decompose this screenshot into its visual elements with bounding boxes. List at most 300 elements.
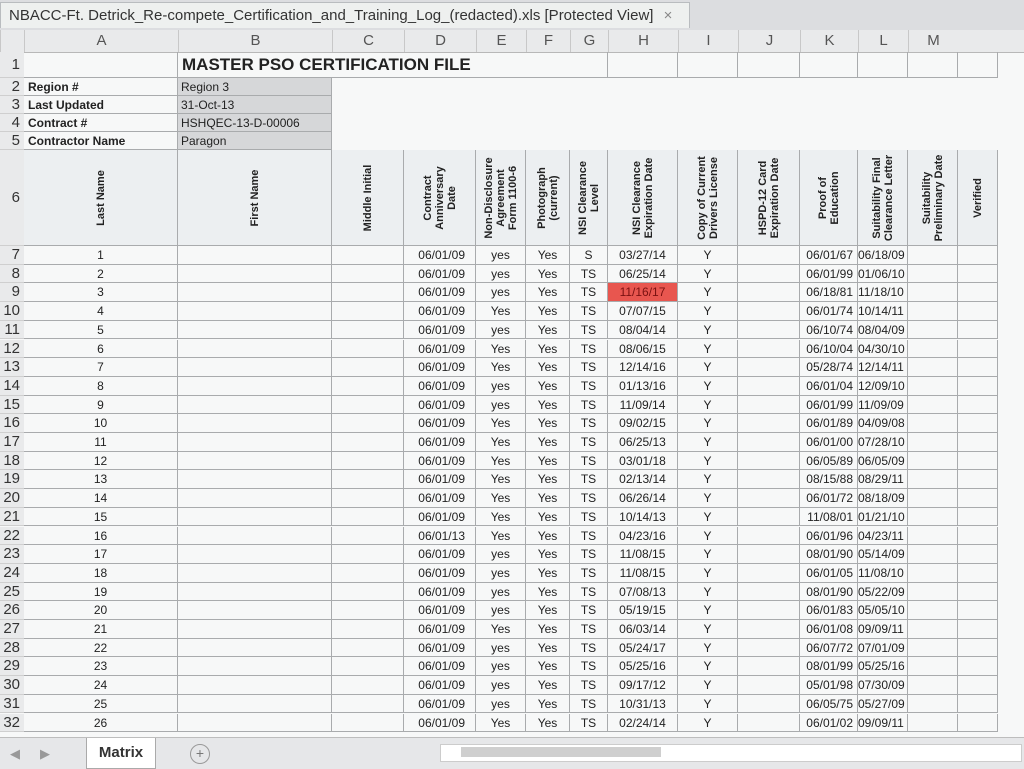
data-cell[interactable]: TS bbox=[570, 545, 608, 564]
select-all-corner[interactable] bbox=[0, 30, 24, 52]
data-cell[interactable] bbox=[958, 433, 998, 452]
data-cell[interactable]: 06/01/09 bbox=[404, 452, 476, 471]
data-cell[interactable]: Yes bbox=[476, 452, 526, 471]
empty-cell[interactable] bbox=[526, 96, 570, 114]
data-cell[interactable] bbox=[958, 396, 998, 415]
empty-cell[interactable] bbox=[570, 78, 608, 96]
data-cell[interactable] bbox=[908, 620, 958, 639]
data-cell[interactable] bbox=[908, 657, 958, 676]
empty-cell[interactable] bbox=[800, 132, 858, 150]
data-cell[interactable]: TS bbox=[570, 583, 608, 602]
row-header-10[interactable]: 10 bbox=[0, 302, 24, 321]
data-cell[interactable] bbox=[908, 283, 958, 302]
row-header-9[interactable]: 9 bbox=[0, 283, 24, 302]
data-cell[interactable]: 06/01/09 bbox=[404, 246, 476, 265]
data-cell[interactable]: TS bbox=[570, 676, 608, 695]
row-header-17[interactable]: 17 bbox=[0, 433, 24, 452]
empty-cell[interactable] bbox=[738, 114, 800, 132]
data-cell[interactable] bbox=[958, 527, 998, 546]
data-cell[interactable]: 10/31/13 bbox=[608, 695, 678, 714]
data-cell[interactable] bbox=[332, 639, 404, 658]
data-cell[interactable]: Yes bbox=[476, 340, 526, 359]
data-cell[interactable]: Y bbox=[678, 414, 738, 433]
data-cell[interactable]: Yes bbox=[476, 302, 526, 321]
cell-r1-c12[interactable] bbox=[908, 52, 958, 78]
data-cell[interactable]: 06/01/09 bbox=[404, 564, 476, 583]
data-cell[interactable]: 06/01/09 bbox=[404, 321, 476, 340]
data-cell[interactable] bbox=[332, 396, 404, 415]
cell-r1-c11[interactable] bbox=[858, 52, 908, 78]
data-cell[interactable] bbox=[332, 695, 404, 714]
data-cell[interactable] bbox=[332, 527, 404, 546]
data-cell[interactable]: 14 bbox=[24, 489, 178, 508]
empty-cell[interactable] bbox=[738, 78, 800, 96]
data-cell[interactable] bbox=[908, 639, 958, 658]
data-cell[interactable]: 06/01/09 bbox=[404, 583, 476, 602]
column-header-c[interactable]: C bbox=[332, 30, 404, 52]
data-cell[interactable]: 06/01/74 bbox=[800, 302, 858, 321]
data-cell[interactable] bbox=[908, 470, 958, 489]
empty-cell[interactable] bbox=[858, 96, 908, 114]
data-cell[interactable] bbox=[738, 601, 800, 620]
data-cell[interactable]: 2 bbox=[24, 265, 178, 284]
row-header-1[interactable]: 1 bbox=[0, 52, 24, 78]
column-heading[interactable] bbox=[908, 150, 958, 246]
data-cell[interactable]: TS bbox=[570, 620, 608, 639]
data-cell[interactable]: Yes bbox=[476, 358, 526, 377]
data-cell[interactable]: 09/09/11 bbox=[858, 714, 908, 733]
column-heading[interactable] bbox=[476, 150, 526, 246]
data-cell[interactable]: 04/23/16 bbox=[608, 527, 678, 546]
row-header-13[interactable]: 13 bbox=[0, 358, 24, 377]
data-cell[interactable]: 06/01/09 bbox=[404, 377, 476, 396]
data-cell[interactable]: 04/09/08 bbox=[858, 414, 908, 433]
data-cell[interactable] bbox=[738, 246, 800, 265]
data-cell[interactable] bbox=[178, 639, 332, 658]
next-sheet-icon[interactable]: ▶ bbox=[40, 746, 50, 761]
data-cell[interactable]: yes bbox=[476, 545, 526, 564]
column-header-l[interactable]: L bbox=[858, 30, 908, 52]
cell-a1[interactable] bbox=[24, 52, 178, 78]
data-cell[interactable]: Y bbox=[678, 620, 738, 639]
data-cell[interactable] bbox=[908, 601, 958, 620]
add-sheet-icon[interactable]: + bbox=[190, 744, 210, 764]
empty-cell[interactable] bbox=[858, 114, 908, 132]
data-cell[interactable]: Yes bbox=[526, 657, 570, 676]
horizontal-scrollbar[interactable] bbox=[440, 744, 1022, 762]
row-header-27[interactable]: 27 bbox=[0, 620, 24, 639]
column-header-m[interactable]: M bbox=[908, 30, 958, 52]
data-cell[interactable] bbox=[178, 564, 332, 583]
data-cell[interactable]: 03/01/18 bbox=[608, 452, 678, 471]
data-cell[interactable]: 25 bbox=[24, 695, 178, 714]
data-cell[interactable] bbox=[738, 545, 800, 564]
data-cell[interactable] bbox=[908, 246, 958, 265]
data-cell[interactable]: Yes bbox=[526, 396, 570, 415]
data-cell[interactable]: Yes bbox=[526, 545, 570, 564]
data-cell[interactable]: 11/08/10 bbox=[858, 564, 908, 583]
data-cell[interactable]: Yes bbox=[476, 414, 526, 433]
data-cell[interactable]: 06/01/09 bbox=[404, 657, 476, 676]
column-header-i[interactable]: I bbox=[678, 30, 738, 52]
cell-r1-c13[interactable] bbox=[958, 52, 998, 78]
data-cell[interactable] bbox=[738, 433, 800, 452]
data-cell[interactable]: TS bbox=[570, 396, 608, 415]
row-header-6[interactable]: 6 bbox=[0, 150, 24, 246]
column-header-j[interactable]: J bbox=[738, 30, 800, 52]
data-cell[interactable] bbox=[178, 377, 332, 396]
data-cell[interactable]: 20 bbox=[24, 601, 178, 620]
data-cell[interactable] bbox=[178, 583, 332, 602]
data-cell[interactable]: 05/22/09 bbox=[858, 583, 908, 602]
cell-r1-c9[interactable] bbox=[738, 52, 800, 78]
empty-cell[interactable] bbox=[476, 114, 526, 132]
row-header-18[interactable]: 18 bbox=[0, 452, 24, 471]
data-cell[interactable]: 05/05/10 bbox=[858, 601, 908, 620]
data-cell[interactable]: TS bbox=[570, 527, 608, 546]
empty-cell[interactable] bbox=[608, 78, 678, 96]
data-cell[interactable]: Y bbox=[678, 695, 738, 714]
data-cell[interactable]: 07/01/09 bbox=[858, 639, 908, 658]
data-cell[interactable]: 10 bbox=[24, 414, 178, 433]
data-cell[interactable]: 15 bbox=[24, 508, 178, 527]
data-cell[interactable] bbox=[958, 340, 998, 359]
data-cell[interactable]: 06/25/14 bbox=[608, 265, 678, 284]
empty-cell[interactable] bbox=[908, 132, 958, 150]
data-cell[interactable]: yes bbox=[476, 676, 526, 695]
data-cell[interactable]: Yes bbox=[526, 321, 570, 340]
info-value[interactable]: Region 3 bbox=[178, 78, 332, 96]
data-cell[interactable] bbox=[178, 527, 332, 546]
data-cell[interactable]: TS bbox=[570, 433, 608, 452]
data-cell[interactable]: 07/28/10 bbox=[858, 433, 908, 452]
info-label[interactable]: Contractor Name bbox=[24, 132, 178, 150]
data-cell[interactable] bbox=[178, 601, 332, 620]
data-cell[interactable]: Yes bbox=[476, 433, 526, 452]
sheet-tab-matrix[interactable]: Matrix bbox=[86, 738, 156, 769]
data-cell[interactable]: 11/08/15 bbox=[608, 545, 678, 564]
data-cell[interactable]: Yes bbox=[526, 414, 570, 433]
column-heading[interactable] bbox=[178, 150, 332, 246]
data-cell[interactable]: Y bbox=[678, 657, 738, 676]
data-cell[interactable]: 06/10/04 bbox=[800, 340, 858, 359]
data-cell[interactable]: Y bbox=[678, 396, 738, 415]
data-cell[interactable]: 3 bbox=[24, 283, 178, 302]
data-cell[interactable]: 17 bbox=[24, 545, 178, 564]
data-cell[interactable]: 06/01/09 bbox=[404, 714, 476, 733]
data-cell[interactable]: 01/21/10 bbox=[858, 508, 908, 527]
data-cell[interactable] bbox=[908, 452, 958, 471]
data-cell[interactable]: 7 bbox=[24, 358, 178, 377]
data-cell[interactable]: 03/27/14 bbox=[608, 246, 678, 265]
empty-cell[interactable] bbox=[526, 78, 570, 96]
data-cell[interactable]: Y bbox=[678, 676, 738, 695]
data-cell[interactable] bbox=[908, 545, 958, 564]
empty-cell[interactable] bbox=[332, 114, 404, 132]
data-cell[interactable]: 06/10/74 bbox=[800, 321, 858, 340]
data-cell[interactable]: Yes bbox=[476, 489, 526, 508]
row-header-7[interactable]: 7 bbox=[0, 246, 24, 265]
column-heading[interactable] bbox=[800, 150, 858, 246]
data-cell[interactable]: 11/09/09 bbox=[858, 396, 908, 415]
row-header-25[interactable]: 25 bbox=[0, 583, 24, 602]
row-header-20[interactable]: 20 bbox=[0, 489, 24, 508]
empty-cell[interactable] bbox=[800, 78, 858, 96]
data-cell[interactable] bbox=[738, 695, 800, 714]
data-cell[interactable]: Y bbox=[678, 489, 738, 508]
data-cell[interactable] bbox=[332, 564, 404, 583]
data-cell[interactable]: 04/30/10 bbox=[858, 340, 908, 359]
row-header-5[interactable]: 5 bbox=[0, 132, 24, 150]
info-value[interactable]: 31-Oct-13 bbox=[178, 96, 332, 114]
data-cell[interactable]: 06/01/09 bbox=[404, 489, 476, 508]
data-cell[interactable] bbox=[332, 358, 404, 377]
data-cell[interactable]: Yes bbox=[526, 452, 570, 471]
data-cell[interactable]: TS bbox=[570, 452, 608, 471]
data-cell[interactable]: TS bbox=[570, 601, 608, 620]
data-cell[interactable] bbox=[958, 545, 998, 564]
data-cell[interactable]: Y bbox=[678, 545, 738, 564]
column-header-f[interactable]: F bbox=[526, 30, 570, 52]
data-cell[interactable] bbox=[738, 358, 800, 377]
data-cell[interactable]: TS bbox=[570, 695, 608, 714]
data-cell[interactable] bbox=[908, 508, 958, 527]
data-cell[interactable]: 13 bbox=[24, 470, 178, 489]
data-cell[interactable]: Y bbox=[678, 377, 738, 396]
row-header-11[interactable]: 11 bbox=[0, 321, 24, 340]
data-cell[interactable]: Yes bbox=[526, 489, 570, 508]
data-cell[interactable]: Yes bbox=[526, 358, 570, 377]
data-cell[interactable] bbox=[958, 283, 998, 302]
data-cell[interactable]: 12/14/11 bbox=[858, 358, 908, 377]
data-cell[interactable]: 16 bbox=[24, 527, 178, 546]
data-cell[interactable]: TS bbox=[570, 414, 608, 433]
empty-cell[interactable] bbox=[570, 96, 608, 114]
data-cell[interactable]: Y bbox=[678, 302, 738, 321]
data-cell[interactable] bbox=[958, 508, 998, 527]
empty-cell[interactable] bbox=[526, 114, 570, 132]
row-header-19[interactable]: 19 bbox=[0, 470, 24, 489]
data-cell[interactable]: TS bbox=[570, 508, 608, 527]
data-cell[interactable]: 4 bbox=[24, 302, 178, 321]
empty-cell[interactable] bbox=[800, 96, 858, 114]
data-cell[interactable] bbox=[178, 714, 332, 733]
data-cell[interactable]: 06/01/67 bbox=[800, 246, 858, 265]
data-cell[interactable]: 26 bbox=[24, 714, 178, 733]
data-cell[interactable]: 05/14/09 bbox=[858, 545, 908, 564]
data-cell[interactable] bbox=[178, 265, 332, 284]
empty-cell[interactable] bbox=[332, 132, 404, 150]
data-cell[interactable]: 06/18/81 bbox=[800, 283, 858, 302]
data-cell[interactable]: yes bbox=[476, 283, 526, 302]
data-cell[interactable] bbox=[958, 564, 998, 583]
data-cell[interactable] bbox=[178, 508, 332, 527]
data-cell[interactable]: Y bbox=[678, 583, 738, 602]
row-header-24[interactable]: 24 bbox=[0, 564, 24, 583]
empty-cell[interactable] bbox=[958, 114, 998, 132]
row-header-15[interactable]: 15 bbox=[0, 396, 24, 415]
data-cell[interactable]: 9 bbox=[24, 396, 178, 415]
data-cell[interactable]: Yes bbox=[526, 470, 570, 489]
data-cell[interactable]: 06/03/14 bbox=[608, 620, 678, 639]
data-cell[interactable] bbox=[958, 302, 998, 321]
empty-cell[interactable] bbox=[476, 96, 526, 114]
data-cell[interactable]: 22 bbox=[24, 639, 178, 658]
data-cell[interactable]: 02/24/14 bbox=[608, 714, 678, 733]
data-cell[interactable] bbox=[908, 489, 958, 508]
info-value[interactable]: Paragon bbox=[178, 132, 332, 150]
data-cell[interactable] bbox=[738, 302, 800, 321]
data-cell[interactable]: Y bbox=[678, 639, 738, 658]
data-cell[interactable]: Y bbox=[678, 433, 738, 452]
data-cell[interactable]: 06/01/09 bbox=[404, 695, 476, 714]
data-cell[interactable] bbox=[958, 695, 998, 714]
data-cell[interactable]: Y bbox=[678, 321, 738, 340]
data-cell[interactable] bbox=[178, 545, 332, 564]
data-cell[interactable]: Y bbox=[678, 283, 738, 302]
data-cell[interactable] bbox=[958, 657, 998, 676]
data-cell[interactable]: 07/30/09 bbox=[858, 676, 908, 695]
data-cell[interactable]: 06/01/09 bbox=[404, 620, 476, 639]
data-cell[interactable] bbox=[178, 470, 332, 489]
data-cell[interactable]: 06/01/09 bbox=[404, 676, 476, 695]
data-cell[interactable]: yes bbox=[476, 564, 526, 583]
row-header-16[interactable]: 16 bbox=[0, 414, 24, 433]
data-cell[interactable] bbox=[332, 265, 404, 284]
cell-r1-c8[interactable] bbox=[678, 52, 738, 78]
data-cell[interactable] bbox=[738, 639, 800, 658]
data-cell[interactable]: 06/01/09 bbox=[404, 340, 476, 359]
column-heading[interactable] bbox=[332, 150, 404, 246]
column-heading[interactable] bbox=[570, 150, 608, 246]
data-cell[interactable] bbox=[178, 283, 332, 302]
data-cell[interactable] bbox=[332, 340, 404, 359]
data-cell[interactable] bbox=[332, 414, 404, 433]
empty-cell[interactable] bbox=[404, 132, 476, 150]
data-cell[interactable] bbox=[908, 414, 958, 433]
data-cell[interactable]: 12/09/10 bbox=[858, 377, 908, 396]
data-cell[interactable]: 02/13/14 bbox=[608, 470, 678, 489]
data-cell[interactable]: TS bbox=[570, 321, 608, 340]
data-cell[interactable] bbox=[178, 414, 332, 433]
data-cell[interactable]: Yes bbox=[476, 620, 526, 639]
cell-r1-c10[interactable] bbox=[800, 52, 858, 78]
empty-cell[interactable] bbox=[958, 132, 998, 150]
data-cell[interactable] bbox=[738, 340, 800, 359]
data-cell[interactable]: Y bbox=[678, 564, 738, 583]
empty-cell[interactable] bbox=[332, 78, 404, 96]
column-header-b[interactable]: B bbox=[178, 30, 332, 52]
data-cell[interactable]: Yes bbox=[476, 508, 526, 527]
cell-r1-c7[interactable] bbox=[608, 52, 678, 78]
data-cell[interactable]: 06/01/09 bbox=[404, 283, 476, 302]
data-cell[interactable]: 12 bbox=[24, 452, 178, 471]
data-cell[interactable]: Yes bbox=[526, 433, 570, 452]
data-cell[interactable] bbox=[958, 639, 998, 658]
data-cell[interactable]: 07/07/15 bbox=[608, 302, 678, 321]
empty-cell[interactable] bbox=[332, 96, 404, 114]
row-header-8[interactable]: 8 bbox=[0, 265, 24, 284]
data-cell[interactable] bbox=[738, 583, 800, 602]
data-cell[interactable] bbox=[738, 377, 800, 396]
data-cell[interactable] bbox=[958, 414, 998, 433]
empty-cell[interactable] bbox=[678, 78, 738, 96]
data-cell[interactable]: Y bbox=[678, 358, 738, 377]
data-cell[interactable]: 1 bbox=[24, 246, 178, 265]
data-cell[interactable] bbox=[908, 695, 958, 714]
row-header-23[interactable]: 23 bbox=[0, 545, 24, 564]
data-cell[interactable] bbox=[178, 396, 332, 415]
prev-sheet-icon[interactable]: ◀ bbox=[10, 746, 20, 761]
data-cell[interactable] bbox=[958, 583, 998, 602]
data-cell[interactable] bbox=[908, 377, 958, 396]
data-cell[interactable]: 09/02/15 bbox=[608, 414, 678, 433]
data-cell[interactable]: Yes bbox=[526, 714, 570, 733]
data-cell[interactable] bbox=[332, 321, 404, 340]
data-cell[interactable]: 06/01/99 bbox=[800, 265, 858, 284]
column-header-e[interactable]: E bbox=[476, 30, 526, 52]
data-cell[interactable]: Yes bbox=[526, 639, 570, 658]
data-cell[interactable] bbox=[908, 265, 958, 284]
data-cell[interactable] bbox=[738, 564, 800, 583]
column-heading[interactable] bbox=[24, 150, 178, 246]
sheet-title[interactable]: MASTER PSO CERTIFICATION FILE bbox=[178, 52, 570, 78]
data-cell[interactable] bbox=[738, 489, 800, 508]
data-cell[interactable]: 11/09/14 bbox=[608, 396, 678, 415]
row-header-21[interactable]: 21 bbox=[0, 508, 24, 527]
data-cell[interactable] bbox=[178, 676, 332, 695]
empty-cell[interactable] bbox=[608, 96, 678, 114]
data-cell[interactable]: 06/05/09 bbox=[858, 452, 908, 471]
close-icon[interactable]: × bbox=[663, 7, 673, 24]
data-cell[interactable]: 06/18/09 bbox=[858, 246, 908, 265]
empty-cell[interactable] bbox=[476, 132, 526, 150]
empty-cell[interactable] bbox=[608, 114, 678, 132]
data-cell[interactable]: yes bbox=[476, 396, 526, 415]
data-cell[interactable]: 06/01/09 bbox=[404, 414, 476, 433]
data-cell[interactable]: 01/06/10 bbox=[858, 265, 908, 284]
data-cell[interactable] bbox=[332, 433, 404, 452]
data-cell[interactable] bbox=[178, 489, 332, 508]
data-cell[interactable] bbox=[332, 452, 404, 471]
data-cell[interactable]: 08/01/90 bbox=[800, 583, 858, 602]
data-cell[interactable]: 06/01/09 bbox=[404, 470, 476, 489]
data-cell[interactable]: 06/01/09 bbox=[404, 601, 476, 620]
data-cell[interactable] bbox=[332, 583, 404, 602]
data-cell[interactable] bbox=[178, 302, 332, 321]
data-cell[interactable]: Yes bbox=[526, 620, 570, 639]
data-cell[interactable]: 08/04/09 bbox=[858, 321, 908, 340]
data-cell[interactable] bbox=[178, 340, 332, 359]
data-cell[interactable]: 06/05/89 bbox=[800, 452, 858, 471]
row-header-12[interactable]: 12 bbox=[0, 340, 24, 359]
data-cell[interactable]: 06/01/09 bbox=[404, 545, 476, 564]
data-cell[interactable] bbox=[958, 321, 998, 340]
data-cell[interactable] bbox=[908, 302, 958, 321]
data-cell[interactable]: 21 bbox=[24, 620, 178, 639]
data-cell[interactable]: 11 bbox=[24, 433, 178, 452]
data-cell[interactable]: Yes bbox=[476, 714, 526, 733]
data-cell[interactable] bbox=[332, 283, 404, 302]
empty-cell[interactable] bbox=[800, 114, 858, 132]
data-cell[interactable]: 09/17/12 bbox=[608, 676, 678, 695]
empty-cell[interactable] bbox=[570, 132, 608, 150]
empty-cell[interactable] bbox=[908, 114, 958, 132]
data-cell[interactable] bbox=[958, 265, 998, 284]
data-cell[interactable] bbox=[332, 302, 404, 321]
data-cell[interactable] bbox=[958, 358, 998, 377]
info-label[interactable]: Contract # bbox=[24, 114, 178, 132]
